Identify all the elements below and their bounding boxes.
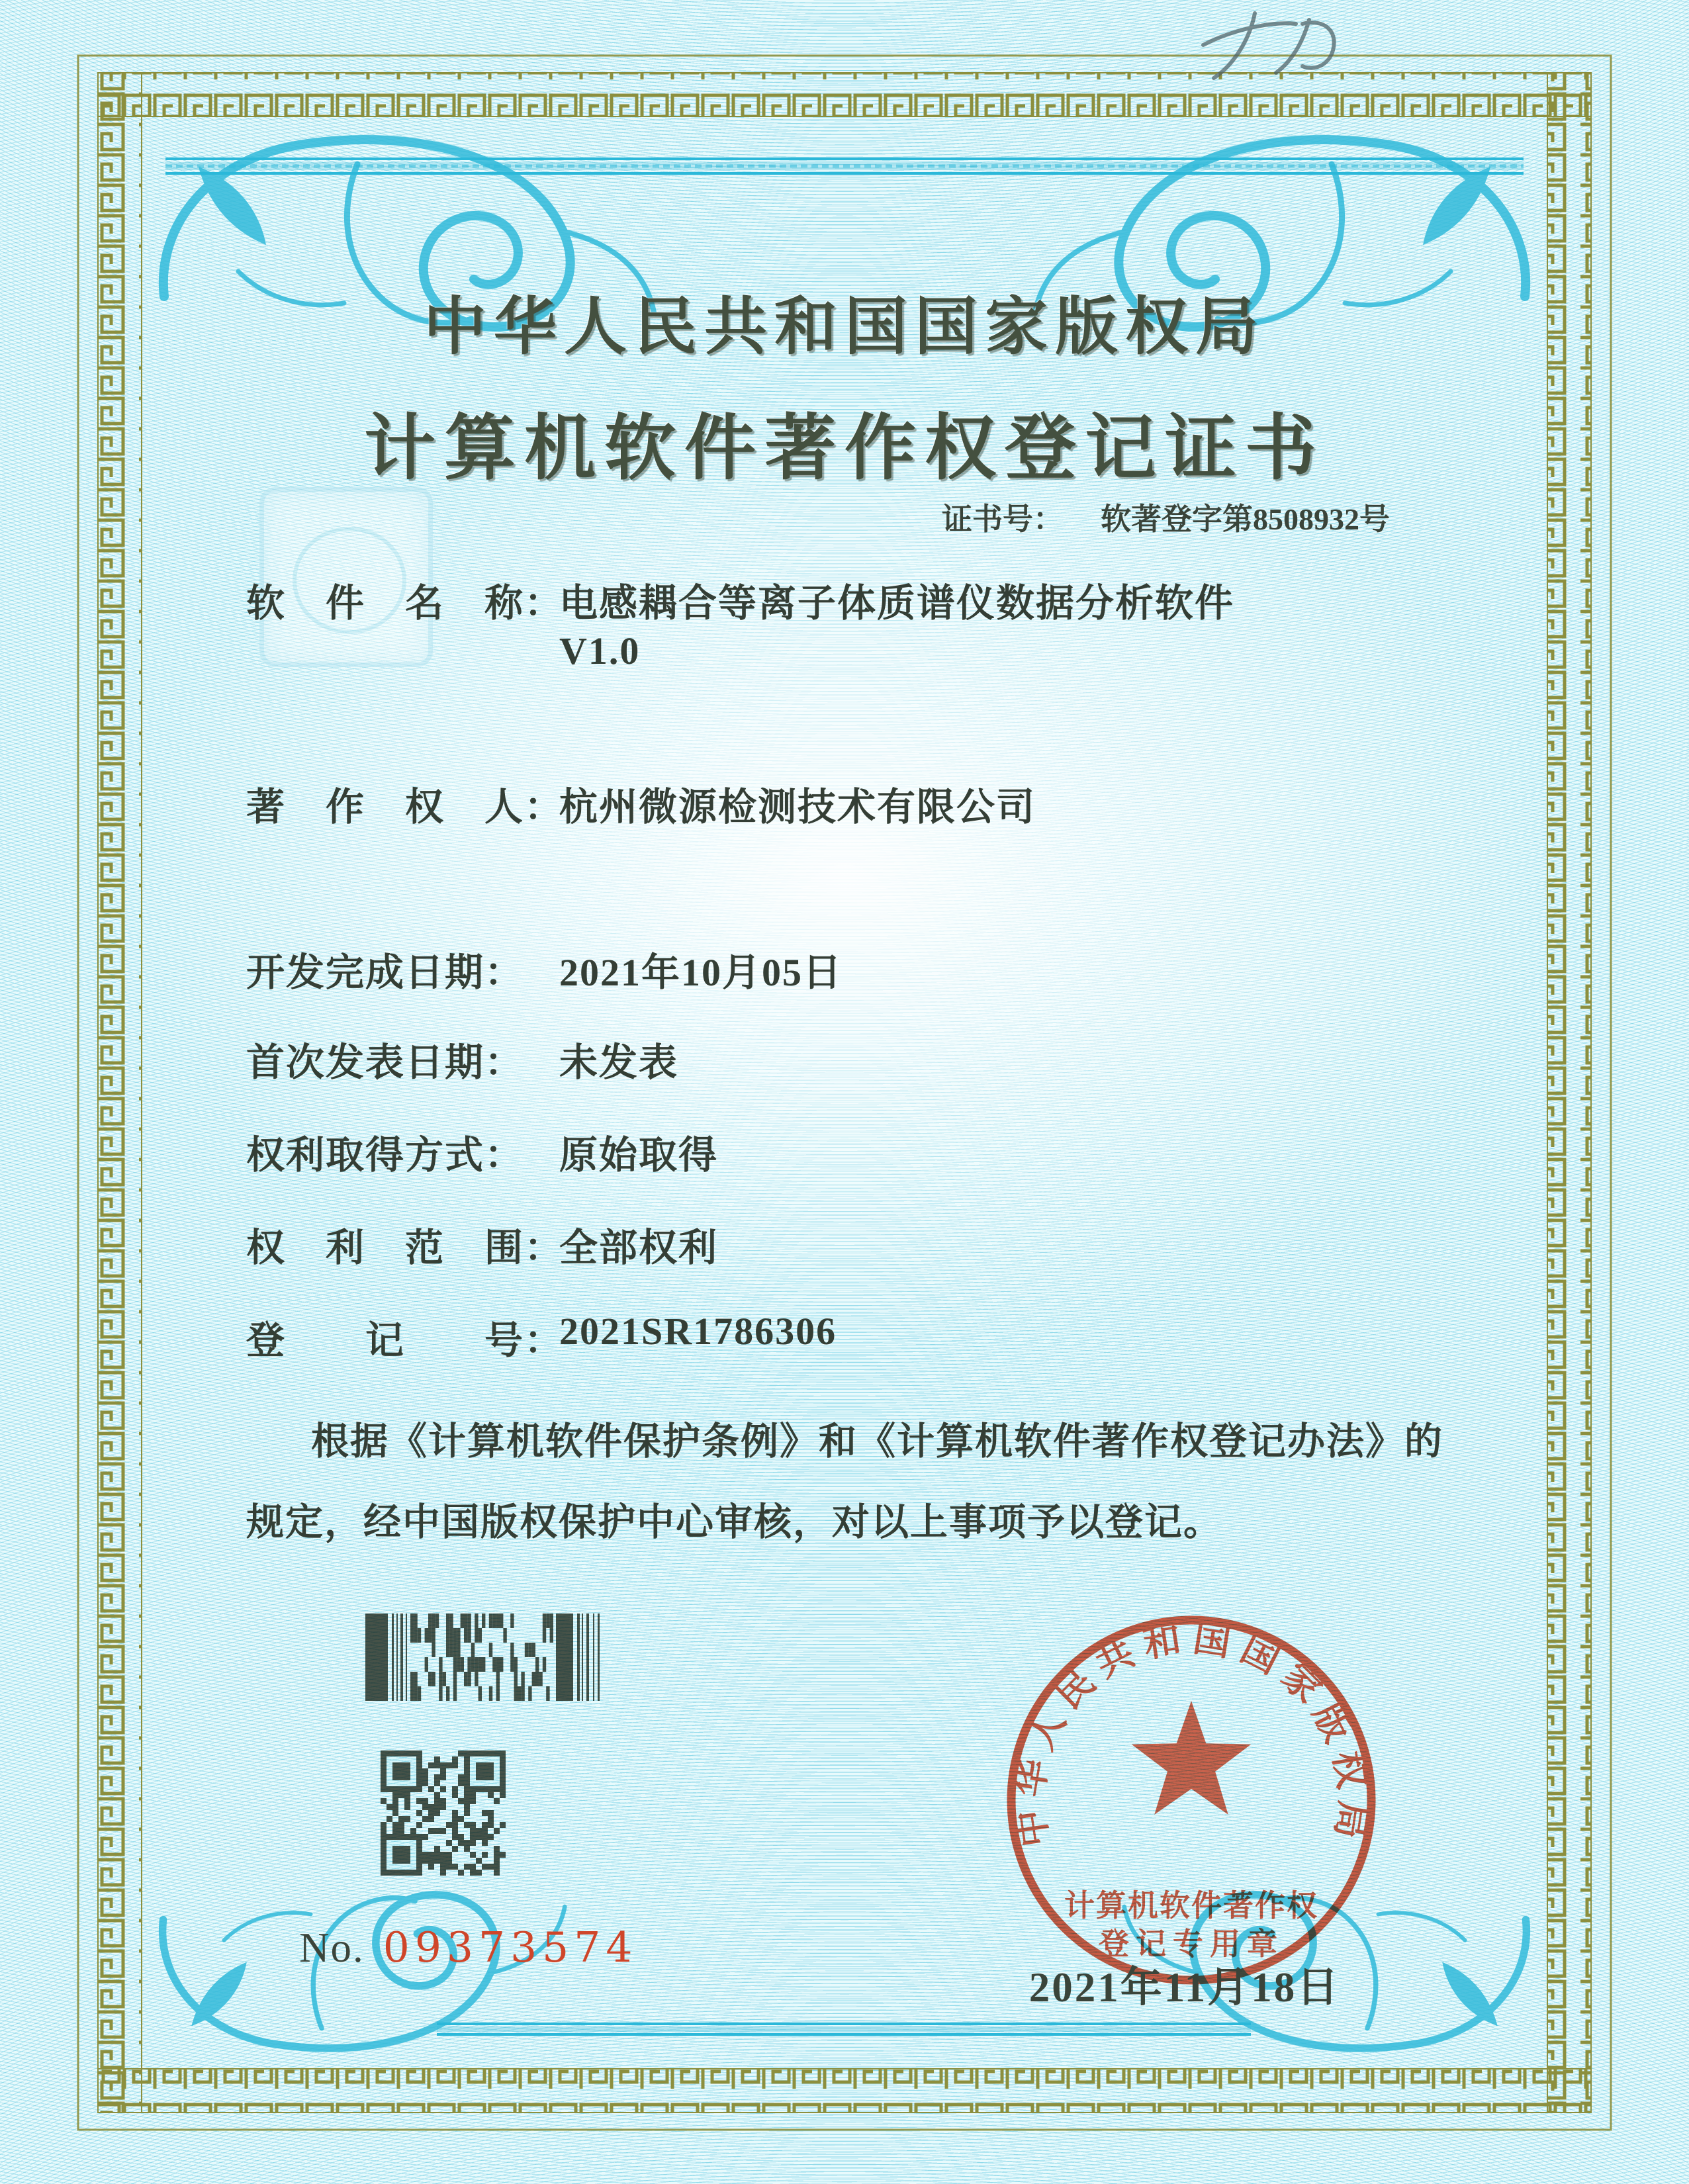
field-row-copyright-holder	[0, 776, 1689, 829]
field-value: 原始取得	[559, 1134, 719, 1177]
field-value-version: V1.0	[559, 629, 641, 672]
field-label: 开发完成日期：	[246, 951, 525, 994]
serial-number-line	[299, 1923, 637, 1972]
issue-date: 2021年11月18日	[1028, 1964, 1341, 2011]
field-label: 权利取得方式：	[246, 1134, 525, 1177]
field-label: 首次发表日期：	[246, 1041, 525, 1084]
bottom-ribbon	[437, 2024, 1251, 2034]
field-row-completion-date	[0, 941, 1689, 994]
meander-band-right	[1547, 73, 1591, 2113]
field-row-software-version	[0, 629, 1689, 675]
statement-line-1: 根据《计算机软件保护条例》和《计算机软件著作权登记办法》的	[311, 1421, 1443, 1463]
certificate-number-label: 证书号：	[942, 502, 1064, 536]
field-label: 软 件 名 称：	[246, 582, 565, 625]
qr-code	[379, 1749, 508, 1878]
field-row-software-name	[0, 572, 1689, 625]
meander-band-top	[98, 73, 1591, 116]
field-value: 未发表	[559, 1041, 679, 1084]
certificate-number-line	[827, 495, 1390, 539]
statement-line-2: 规定，经中国版权保护中心审核，对以上事项予以登记。	[246, 1502, 1222, 1543]
field-row-rights-scope	[0, 1216, 1689, 1269]
certificate-number-value: 软著登字第8508932号	[1101, 502, 1390, 536]
field-row-acquisition-method	[0, 1124, 1689, 1177]
meander-band-bottom	[98, 2069, 1591, 2113]
field-value: 电感耦合等离子体质谱仪数据分析软件	[559, 582, 1235, 625]
meander-band-left	[98, 73, 142, 2113]
field-value: 2021年10月05日	[559, 951, 843, 994]
seal-ring-text: 中华人民共和国国家版权局	[1009, 1617, 1374, 1851]
field-value: 杭州微源检测技术有限公司	[559, 786, 1036, 829]
field-label: 权 利 范 围：	[246, 1226, 565, 1269]
field-value: 全部权利	[559, 1226, 719, 1269]
field-row-registration-number	[0, 1309, 1689, 1362]
field-label: 登 记 号：	[246, 1319, 565, 1362]
serial-number-label: No.	[299, 1925, 365, 1971]
field-value: 2021SR1786306	[559, 1310, 837, 1353]
field-row-first-publication	[0, 1031, 1689, 1084]
top-ribbon	[165, 159, 1524, 173]
official-seal	[996, 1605, 1387, 1995]
authority-title: 中华人民共和国国家版权局	[423, 292, 1265, 362]
serial-number-value: 09373574	[383, 1923, 638, 1972]
seal-subtitle-line2: 登记专用章	[1099, 1927, 1284, 1961]
field-label: 著 作 权 人：	[246, 786, 565, 829]
barcode-2d	[365, 1614, 604, 1701]
handwritten-annotation	[1191, 1, 1344, 82]
seal-subtitle-line1: 计算机软件著作权	[1064, 1889, 1318, 1923]
seal-star-icon	[1132, 1701, 1252, 1815]
certificate-title: 计算机软件著作权登记证书	[363, 410, 1325, 488]
